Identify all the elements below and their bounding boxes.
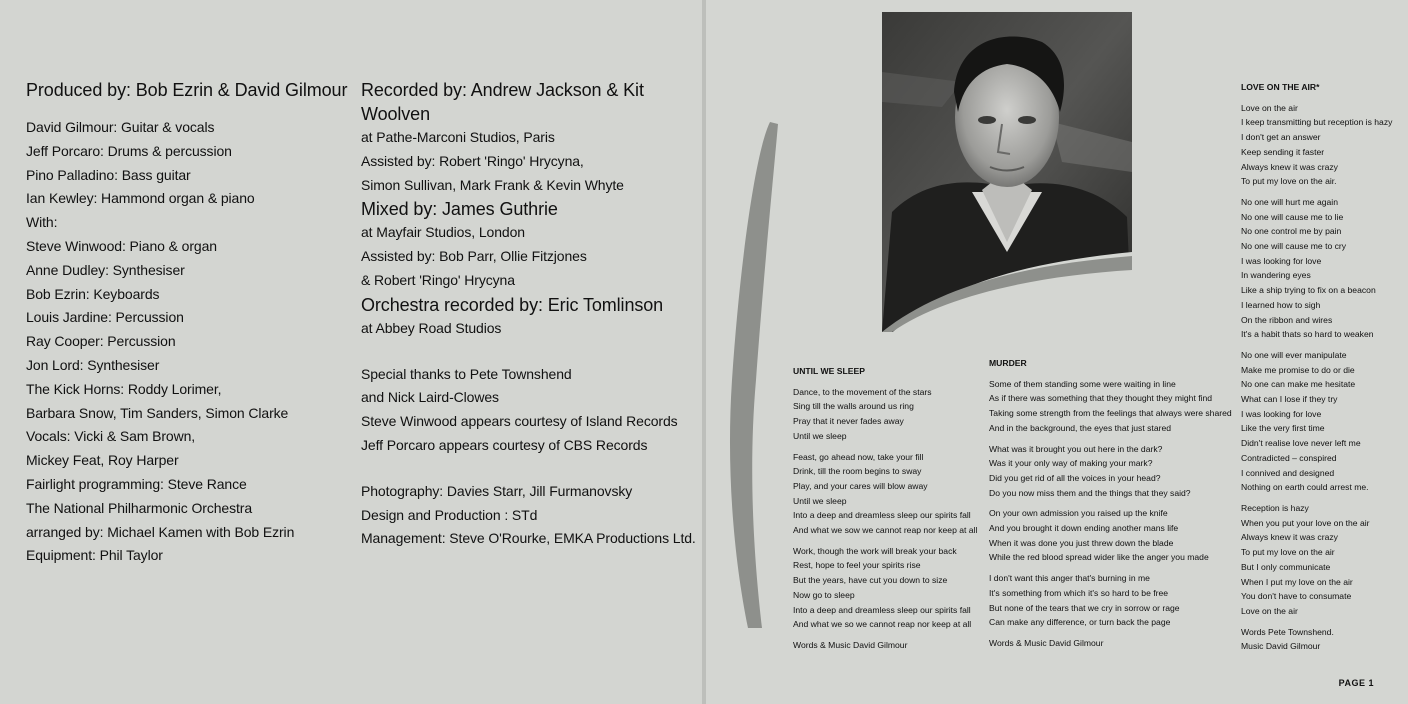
lyric-line: But the years, have cut you down to size — [793, 575, 948, 586]
lyric-line: Always knew it was crazy — [1241, 532, 1338, 543]
song-title: MURDER — [989, 358, 1027, 368]
lyric-line: Now go to sleep — [793, 589, 855, 600]
credit-line: Barbara Snow, Tim Sanders, Simon Clarke — [26, 404, 289, 421]
lyric-line: Was it your only way of making your mark? — [989, 458, 1153, 469]
lyric-line: Do you now miss them and the things that they said? — [989, 487, 1191, 498]
lyric-stanza — [1241, 348, 1392, 495]
lyric-stanza — [793, 450, 977, 538]
lyric-line: No one will cause me to lie — [1241, 211, 1344, 222]
lyric-stanza — [989, 571, 1232, 630]
credit-line: Anne Dudley: Synthesiser — [26, 261, 185, 278]
lyric-stanza — [989, 506, 1232, 565]
lyric-line: Can make any difference, or turn back the page — [989, 617, 1171, 628]
lyric-line: I don't want this anger that's burning in me — [989, 573, 1150, 584]
thanks-lines — [361, 363, 703, 458]
lyric-line: Like the very first time — [1241, 423, 1325, 434]
lyric-line: But I only communicate — [1241, 561, 1331, 572]
credit-line: Design and Production : STd — [361, 506, 538, 523]
lyric-line: Until we sleep — [793, 495, 847, 506]
credit-line: & Robert 'Ringo' Hrycyna — [361, 271, 515, 288]
song-murder — [989, 356, 1232, 651]
credit-line: Jeff Porcaro appears courtesy of CBS Records — [361, 436, 648, 453]
lyric-line: When you put your love on the air — [1241, 517, 1370, 528]
page-number: PAGE 1 — [1338, 678, 1374, 688]
lyric-stanza — [989, 442, 1232, 501]
lyric-line: Into a deep and dreamless sleep our spirits fall — [793, 604, 971, 615]
lyric-line: As if there was something that they thought they might find — [989, 393, 1213, 404]
credit-line: With: — [26, 214, 58, 231]
credit-line: Assisted by: Robert 'Ringo' Hrycyna, — [361, 152, 584, 169]
lyric-line: No one will ever manipulate — [1241, 349, 1347, 360]
lyric-stanza — [1241, 195, 1392, 342]
credit-line: Special thanks to Pete Townshend — [361, 365, 572, 382]
lyric-line: What can I lose if they try — [1241, 394, 1338, 405]
lyric-line: While the red blood spread wider like the anger you made — [989, 552, 1209, 563]
song-credit: Words & Music David Gilmour — [793, 639, 908, 650]
lyric-line: Into a deep and dreamless sleep our spirits fall — [793, 510, 971, 521]
credit-line: Fairlight programming: Steve Rance — [26, 475, 247, 492]
lyric-line: Taking some strength from the feelings that always were shared — [989, 408, 1232, 419]
lyric-line: And what we sow we cannot reap nor keep at all — [793, 525, 978, 536]
lyric-line: No one can make me hesitate — [1241, 379, 1356, 390]
lyric-line: No one will hurt me again — [1241, 196, 1338, 207]
lyric-line: Make me promise to do or die — [1241, 364, 1355, 375]
credit-line: The Kick Horns: Roddy Lorimer, — [26, 380, 222, 397]
credit-line: Steve Winwood appears courtesy of Island Records — [361, 413, 678, 430]
credit-line: Equipment: Phil Taylor — [26, 547, 163, 564]
lyric-line: When it was done you just threw down the blade — [989, 537, 1174, 548]
lyric-line: Work, though the work will break your back — [793, 545, 957, 556]
mixed-lines — [361, 221, 703, 292]
lyric-line: Nothing on earth could arrest me. — [1241, 482, 1369, 493]
credit-line: arranged by: Michael Kamen with Bob Ezrin — [26, 523, 295, 540]
lyric-stanza — [793, 385, 977, 444]
lyric-line: Always knew it was crazy — [1241, 161, 1338, 172]
lyric-line: What was it brought you out here in the dark? — [989, 443, 1163, 454]
production-lines — [361, 480, 703, 551]
recorded-by-heading: Recorded by: Andrew Jackson & Kit Woolven — [361, 80, 644, 124]
lyric-stanza — [989, 377, 1232, 436]
lyric-line: When I put my love on the air — [1241, 576, 1353, 587]
lyric-line: Like a ship trying to fix on a beacon — [1241, 285, 1376, 296]
credits-page — [0, 0, 703, 704]
credit-line: Bob Ezrin: Keyboards — [26, 285, 160, 302]
portrait-image — [882, 12, 1132, 332]
lyric-line: Dance, to the movement of the stars — [793, 386, 932, 397]
mixed-by-heading: Mixed by: James Guthrie — [361, 199, 558, 220]
lyric-line: But none of the tears that we cry in sorrow or rage — [989, 602, 1180, 613]
credit-line: Photography: Davies Starr, Jill Furmanovsky — [361, 482, 633, 499]
credit-line: Jon Lord: Synthesiser — [26, 356, 160, 373]
credit-line: at Pathe-Marconi Studios, Paris — [361, 129, 555, 145]
lyric-line: Contradicted – conspired — [1241, 452, 1337, 463]
lyric-line: I connived and designed — [1241, 467, 1335, 478]
credit-line: at Abbey Road Studios — [361, 319, 502, 336]
lyric-line: Play, and your cares will blow away — [793, 480, 928, 491]
lyric-line: Some of them standing some were waiting in line — [989, 378, 1176, 389]
lyric-line: Did you get rid of all the voices in your head? — [989, 472, 1161, 483]
lyric-line: I learned how to sigh — [1241, 299, 1321, 310]
credit-line: The National Philharmonic Orchestra — [26, 499, 253, 516]
credit-line: David Gilmour: Guitar & vocals — [26, 119, 215, 135]
credit-line: Ian Kewley: Hammond organ & piano — [26, 190, 255, 207]
song-title: LOVE ON THE AIR* — [1241, 82, 1320, 92]
lyric-line: On the ribbon and wires — [1241, 314, 1333, 325]
lyric-line: Pray that it never fades away — [793, 416, 904, 427]
lyric-line: It's a habit thats so hard to weaken — [1241, 329, 1374, 340]
lyric-line: You don't have to consumate — [1241, 591, 1352, 602]
lyric-line: It's something from which it's so hard to be free — [989, 587, 1169, 598]
orchestra-lines — [361, 317, 703, 341]
lyric-line: And what we so we cannot reap nor keep at all — [793, 619, 972, 630]
credit-line: and Nick Laird-Clowes — [361, 389, 499, 406]
lyric-line: Sing till the walls around us ring — [793, 401, 914, 412]
lyric-line: Until we sleep — [793, 430, 847, 441]
credit-line: Louis Jardine: Percussion — [26, 309, 184, 326]
song-love-on-the-air — [1241, 80, 1392, 654]
credit-line: Ray Cooper: Percussion — [26, 333, 176, 350]
lyric-line: I was looking for love — [1241, 255, 1322, 266]
lyrics-page — [706, 0, 1408, 704]
lyric-line: Reception is hazy — [1241, 502, 1309, 513]
lyric-stanza — [1241, 101, 1392, 189]
credit-line: Simon Sullivan, Mark Frank & Kevin Whyte — [361, 176, 624, 193]
lyric-line: Keep sending it faster — [1241, 146, 1325, 157]
credit-line: Vocals: Vicki & Sam Brown, — [26, 428, 196, 445]
lyric-line: I was looking for love — [1241, 408, 1322, 419]
lyric-line: In wandering eyes — [1241, 270, 1311, 281]
song-credit: Words & Music David Gilmour — [989, 637, 1104, 648]
lyric-stanza — [1241, 501, 1392, 619]
credit-line: Management: Steve O'Rourke, EMKA Productions Ltd. — [361, 530, 696, 547]
lyric-stanza — [793, 544, 977, 632]
lyric-line: Rest, hope to feel your spirits rise — [793, 560, 921, 571]
lyric-line: Feast, go ahead now, take your fill — [793, 451, 924, 462]
lyric-line: I keep transmitting but reception is hazy — [1241, 117, 1393, 128]
song-credit: Music David Gilmour — [1241, 641, 1321, 652]
lyric-line: Drink, till the room begins to sway — [793, 466, 922, 477]
song-title: UNTIL WE SLEEP — [793, 366, 865, 376]
credit-line: Mickey Feat, Roy Harper — [26, 452, 179, 469]
lyric-line: Didn't realise love never left me — [1241, 438, 1361, 449]
song-until-we-sleep — [793, 364, 977, 653]
credit-line: Assisted by: Bob Parr, Ollie Fitzjones — [361, 248, 587, 265]
produced-by-heading: Produced by: Bob Ezrin & David Gilmour — [26, 80, 348, 100]
lyric-line: To put my love on the air. — [1241, 176, 1337, 187]
song-credit: Words Pete Townshend. — [1241, 626, 1334, 637]
credit-line: Pino Palladino: Bass guitar — [26, 166, 191, 183]
lyric-line: And in the background, the eyes that just stared — [989, 422, 1172, 433]
lyric-line: No one control me by pain — [1241, 226, 1342, 237]
recorded-lines — [361, 126, 703, 197]
lyric-line: I don't get an answer — [1241, 132, 1321, 143]
portrait-photo — [882, 12, 1132, 332]
lyric-line: And you brought it down ending another mans life — [989, 523, 1179, 534]
credit-line: Jeff Porcaro: Drums & percussion — [26, 142, 232, 159]
lyric-line: On your own admission you raised up the knife — [989, 508, 1168, 519]
credit-line: at Mayfair Studios, London — [361, 224, 525, 241]
orchestra-heading: Orchestra recorded by: Eric Tomlinson — [361, 294, 664, 315]
lyric-line: No one will cause me to cry — [1241, 241, 1347, 252]
credit-line: Steve Winwood: Piano & organ — [26, 237, 217, 254]
lyric-line: Love on the air — [1241, 102, 1298, 113]
lyric-line: Love on the air — [1241, 605, 1298, 616]
lyric-line: To put my love on the air — [1241, 547, 1335, 558]
credits-column-2 — [361, 78, 703, 551]
credits-column-1 — [26, 78, 347, 568]
